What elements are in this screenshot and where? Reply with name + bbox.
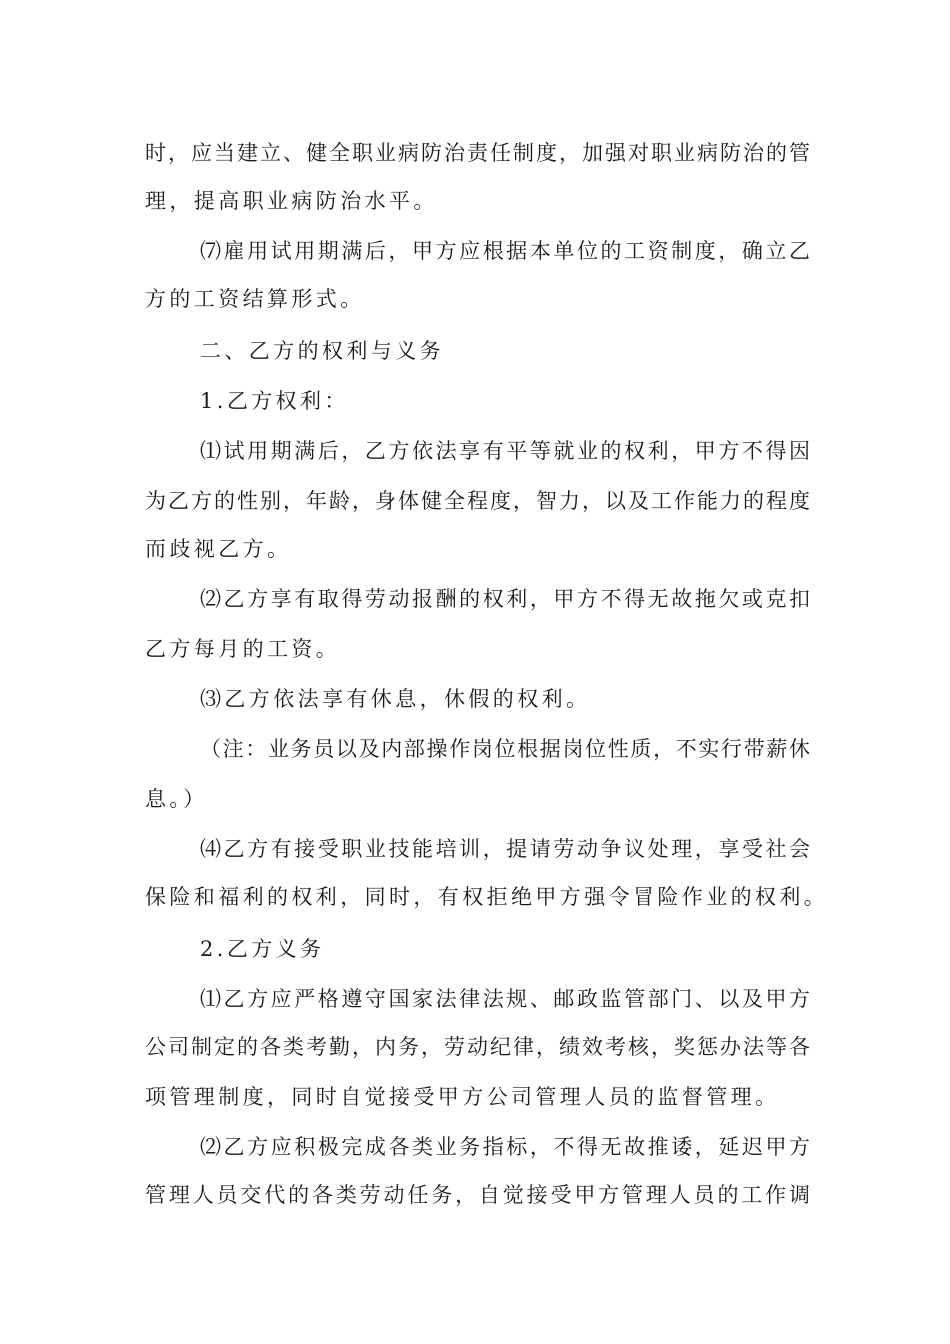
text-line: ⑴乙方应严格遵守国家法律法规、邮政监管部门、以及甲方	[200, 987, 810, 1011]
text-line: ⑵乙方享有取得劳动报酬的权利，甲方不得无故拖欠或克扣	[200, 587, 810, 611]
text-line: ⑺雇用试用期满后，甲方应根据本单位的工资制度，确立乙	[200, 239, 810, 263]
text-line: 保险和福利的权利，同时，有权拒绝甲方强令冒险作业的权利。	[145, 885, 829, 909]
text-line: 管理人员交代的各类劳动任务，自觉接受甲方管理人员的工作调	[145, 1183, 810, 1207]
text-line: 方的工资结算形式。	[145, 287, 365, 311]
text-line: 为乙方的性别，年龄，身体健全程度，智力，以及工作能力的程度	[145, 489, 810, 513]
text-line: 项管理制度，同时自觉接受甲方公司管理人员的监督管理。	[145, 1085, 780, 1109]
text-line: 时，应当建立、健全职业病防治责任制度，加强对职业病防治的管	[145, 141, 810, 165]
text-line: 理，提高职业病防治水平。	[145, 189, 438, 213]
text-line: 公司制定的各类考勤，内务，劳动纪律，绩效考核，奖惩办法等各	[145, 1035, 810, 1059]
text-line: ⑷乙方有接受职业技能培训，提请劳动争议处理，享受社会	[200, 837, 810, 861]
text-line: ⑴试用期满后，乙方依法享有平等就业的权利，甲方不得因	[200, 439, 810, 463]
text-line: 乙方每月的工资。	[145, 637, 341, 661]
text-line: ⑵乙方应积极完成各类业务指标，不得无故推诿，延迟甲方	[200, 1135, 810, 1159]
text-line: ⑶乙方依法享有休息，休假的权利。	[200, 687, 591, 711]
text-line: 息。）	[145, 787, 208, 811]
text-line: 而歧视乙方。	[145, 537, 292, 561]
subsection-heading: 1.乙方权利：	[200, 389, 349, 413]
section-heading: 二、乙方的权利与义务	[200, 339, 444, 363]
text-line: （注：业务员以及内部操作岗位根据岗位性质，不实行带薪休	[200, 737, 810, 761]
subsection-heading: 2.乙方义务	[200, 937, 325, 961]
